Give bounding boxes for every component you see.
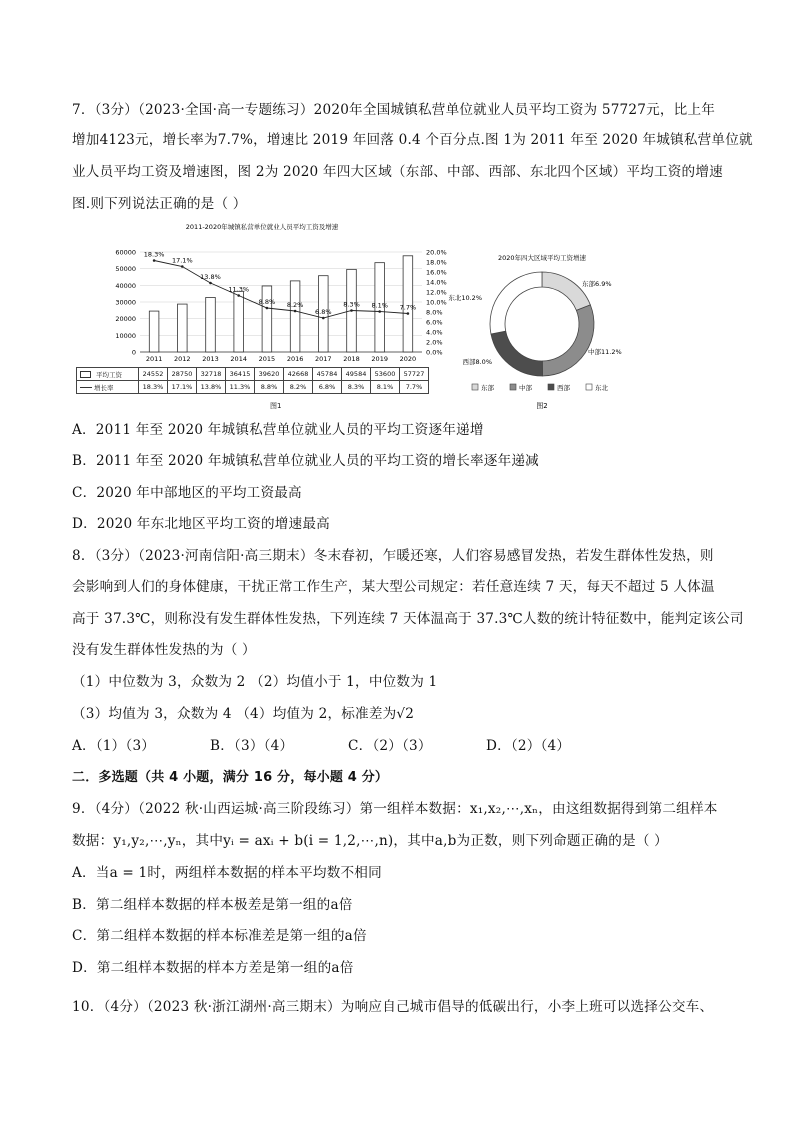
table-cell: 11.3%: [226, 381, 255, 394]
right-axis-tick-label: 4.0%: [426, 328, 443, 337]
q8-option-c[interactable]: C．（2）（3）: [348, 738, 432, 754]
table-cell: 53600: [371, 368, 400, 381]
table-cell: 36415: [226, 368, 255, 381]
left-axis-tick-label: 0: [131, 348, 136, 357]
legend-label: 西部: [557, 384, 570, 392]
q7-option-a[interactable]: A．2011 年至 2020 年城镇私营单位就业人员的平均工资逐年递增: [72, 422, 484, 438]
x-axis-tick-label: 2013: [202, 355, 219, 363]
q8-stem-line3: 高于 37.3℃，则称没有发生群体性发热，下列连续 7 天体温高于 37.3℃人数的统计特征数中，能判定该公司: [72, 611, 744, 627]
left-axis-tick-label: 50000: [115, 265, 136, 274]
table-cell: 28750: [168, 368, 197, 381]
q9-option-c[interactable]: C．第二组样本数据的样本标准差是第一组的a倍: [72, 928, 367, 944]
growth-rate-data-label: 8.8%: [258, 298, 276, 306]
left-axis-tick-label: 10000: [115, 331, 136, 340]
growth-rate-point: [350, 309, 353, 312]
table-cell: 18.3%: [139, 381, 168, 394]
growth-rate-line: [154, 261, 408, 319]
table-cell: 13.8%: [197, 381, 226, 394]
growth-rate-data-label: 8.1%: [371, 301, 388, 310]
legend-label: 东北: [595, 384, 608, 392]
growth-rate-data-label: 8.3%: [343, 300, 360, 309]
bar: [234, 291, 244, 352]
q8-option-d[interactable]: D．（2）（4）: [486, 738, 571, 754]
donut-slice: [542, 272, 590, 310]
table-row: [77, 368, 429, 381]
growth-rate-point: [407, 312, 410, 315]
chart-title: 2020年四大区域平均工资增速: [497, 254, 587, 262]
bar: [178, 304, 188, 352]
bar-legend-swatch: [80, 371, 91, 378]
growth-rate-point: [209, 282, 212, 285]
chart-title: 2011-2020年城镇私营单位就业人员平均工资及增速: [185, 223, 339, 231]
growth-rate-point: [294, 310, 297, 313]
legend-swatch: [586, 384, 592, 390]
q7-stem-line1: 7．（3分）（2023·全国·高一专题练习）2020年全国城镇私营单位就业人员平均工资为 57727元，比上年: [72, 102, 716, 118]
x-axis-tick-label: 2011: [145, 355, 163, 363]
growth-rate-point: [322, 317, 325, 320]
growth-rate-point: [153, 259, 156, 262]
growth-rate-data-label: 6.8%: [315, 308, 332, 316]
legend-swatch: [548, 384, 554, 390]
bar: [262, 286, 272, 352]
table-cell: 49584: [342, 368, 371, 381]
figure2-donut-chart: [448, 244, 652, 414]
table-row-label: 平均工资: [77, 368, 139, 381]
left-axis-tick-label: 20000: [115, 315, 136, 324]
slice-label: 东部6.9%: [582, 280, 612, 288]
x-axis-tick-label: 2014: [230, 355, 247, 363]
donut-slice: [542, 305, 594, 376]
right-axis-tick-label: 14.0%: [426, 278, 447, 287]
q7-stem-line3: 业人员平均工资及增速图，图 2为 2020 年四大区域（东部、中部、西部、东北四个区域）平均工资的增速: [72, 164, 723, 180]
table-cell: 42668: [284, 368, 313, 381]
left-axis-tick-label: 30000: [115, 298, 136, 307]
bar: [206, 297, 216, 352]
table-cell: 39620: [255, 368, 284, 381]
q9-option-d[interactable]: D．第二组样本数据的样本方差是第一组的a倍: [72, 960, 354, 976]
right-axis-tick-label: 20.0%: [426, 248, 447, 257]
right-axis-tick-label: 16.0%: [426, 268, 447, 277]
table-cell: 6.8%: [313, 381, 342, 394]
growth-rate-point: [237, 294, 240, 297]
q9-stem-line2: 数据：y₁,y₂,⋯,yₙ，其中yᵢ = axᵢ + b(i = 1,2,⋯,n)，其中a,b为正数，则下列命题正确的是（ ）: [72, 833, 668, 849]
right-axis-tick-label: 8.0%: [426, 308, 443, 317]
q7-stem-line4: 图.则下列说法正确的是（ ）: [72, 196, 247, 212]
q8-condition-line1: （1）中位数为 3，众数为 2 （2）均值小于 1，中位数为 1: [72, 674, 438, 690]
left-axis-tick-label: 40000: [115, 281, 136, 290]
legend-label: 东部: [481, 384, 494, 392]
growth-rate-point: [378, 310, 381, 313]
table-row: [77, 381, 429, 394]
growth-rate-point: [181, 265, 184, 268]
q8-option-b[interactable]: B．（3）（4）: [210, 738, 294, 754]
bar: [290, 281, 300, 352]
legend-swatch: [472, 384, 478, 390]
section-heading-multiple-choice: 二．多选题（共 4 小题，满分 16 分，每小题 4 分）: [72, 770, 389, 785]
q7-stem-line2: 增加4123元，增长率为7.7%，增速比 2019 年回落 0.4 个百分点.图 1为 2011 年至 2020 年城镇私营单位就: [72, 132, 753, 148]
right-axis-tick-label: 10.0%: [426, 298, 447, 307]
slice-label: 东北10.2%: [448, 294, 482, 302]
table-cell: 7.7%: [400, 381, 429, 394]
table-cell: 8.1%: [371, 381, 400, 394]
growth-rate-data-label: 17.1%: [171, 256, 193, 265]
q9-option-a[interactable]: A．当a = 1时，两组样本数据的样本平均数不相同: [72, 865, 382, 881]
growth-rate-data-label: 7.7%: [399, 303, 417, 312]
x-axis-tick-label: 2020: [399, 355, 417, 363]
legend-label: 中部: [519, 384, 532, 392]
x-axis-tick-label: 2017: [315, 355, 332, 363]
left-axis-tick-label: 60000: [115, 248, 136, 257]
x-axis-tick-label: 2012: [174, 355, 191, 363]
slice-label: 中部11.2%: [588, 348, 622, 356]
x-axis-tick-label: 2019: [371, 355, 388, 363]
q8-option-a[interactable]: A．（1）（3）: [72, 738, 156, 754]
donut-slice: [491, 331, 542, 376]
growth-rate-data-label: 11.3%: [228, 285, 250, 294]
x-axis-tick-label: 2018: [343, 355, 360, 363]
q9-stem-line1: 9．（4分）（2022 秋·山西运城·高三阶段练习）第一组样本数据：x₁,x₂,⋯,xₙ，由这组数据得到第二组样本: [72, 801, 718, 817]
q8-stem-line4: 没有发生群体性发热的为（ ）: [72, 642, 256, 658]
right-axis-tick-label: 6.0%: [426, 318, 443, 327]
figure2-caption: 图2: [536, 402, 548, 410]
legend-swatch: [510, 384, 516, 390]
right-axis-tick-label: 18.0%: [426, 258, 447, 267]
table-cell: 24552: [139, 368, 168, 381]
line-legend-swatch: [80, 387, 92, 388]
donut-slice: [490, 272, 542, 334]
slice-label: 西部8.0%: [462, 358, 492, 366]
right-axis-tick-label: 2.0%: [426, 338, 443, 347]
q7-option-c[interactable]: C．2020 年中部地区的平均工资最高: [72, 485, 302, 501]
q7-option-b[interactable]: B．2011 年至 2020 年城镇私营单位就业人员的平均工资的增长率逐年递减: [72, 453, 539, 469]
table-cell: 32718: [197, 368, 226, 381]
right-axis-tick-label: 0.0%: [426, 348, 443, 357]
table-cell: 57727: [400, 368, 429, 381]
right-axis-tick-label: 12.0%: [426, 288, 447, 297]
q10-stem-line1: 10．（4分）（2023 秋·浙江湖州·高三期末）为响应自己城市倡导的低碳出行，小李上班可以选择公交车、: [72, 999, 714, 1015]
table-cell: 17.1%: [168, 381, 197, 394]
bar: [149, 311, 159, 352]
growth-rate-point: [266, 307, 269, 310]
table-row-label: 增长率: [77, 381, 139, 394]
growth-rate-data-label: 13.8%: [200, 273, 221, 281]
growth-rate-data-label: 18.3%: [143, 250, 165, 259]
q8-stem-line1: 8．（3分）（2023·河南信阳·高三期末）冬末春初，乍暖还寒，人们容易感冒发热，若发生群体性发热，则: [72, 548, 714, 564]
x-axis-tick-label: 2016: [286, 355, 304, 363]
figure1-caption: 图1: [270, 402, 282, 410]
table-cell: 8.2%: [284, 381, 313, 394]
figure1-bar-line-chart: [72, 218, 472, 368]
q8-condition-line2: （3）均值为 3，众数为 4 （4）均值为 2，标准差为√2: [72, 706, 415, 722]
q9-option-b[interactable]: B．第二组样本数据的样本极差是第一组的a倍: [72, 897, 353, 913]
table-cell: 8.8%: [255, 381, 284, 394]
table-cell: 8.3%: [342, 381, 371, 394]
q7-option-d[interactable]: D．2020 年东北地区平均工资的增速最高: [72, 516, 330, 532]
figure1-data-table: [76, 367, 429, 394]
q8-stem-line2: 会影响到人们的身体健康，干扰正常工作生产，某大型公司规定：若任意连续 7 天，每天不超过 5 人体温: [72, 579, 715, 595]
x-axis-tick-label: 2015: [258, 355, 276, 363]
growth-rate-data-label: 8.2%: [286, 301, 304, 309]
table-cell: 45784: [313, 368, 342, 381]
